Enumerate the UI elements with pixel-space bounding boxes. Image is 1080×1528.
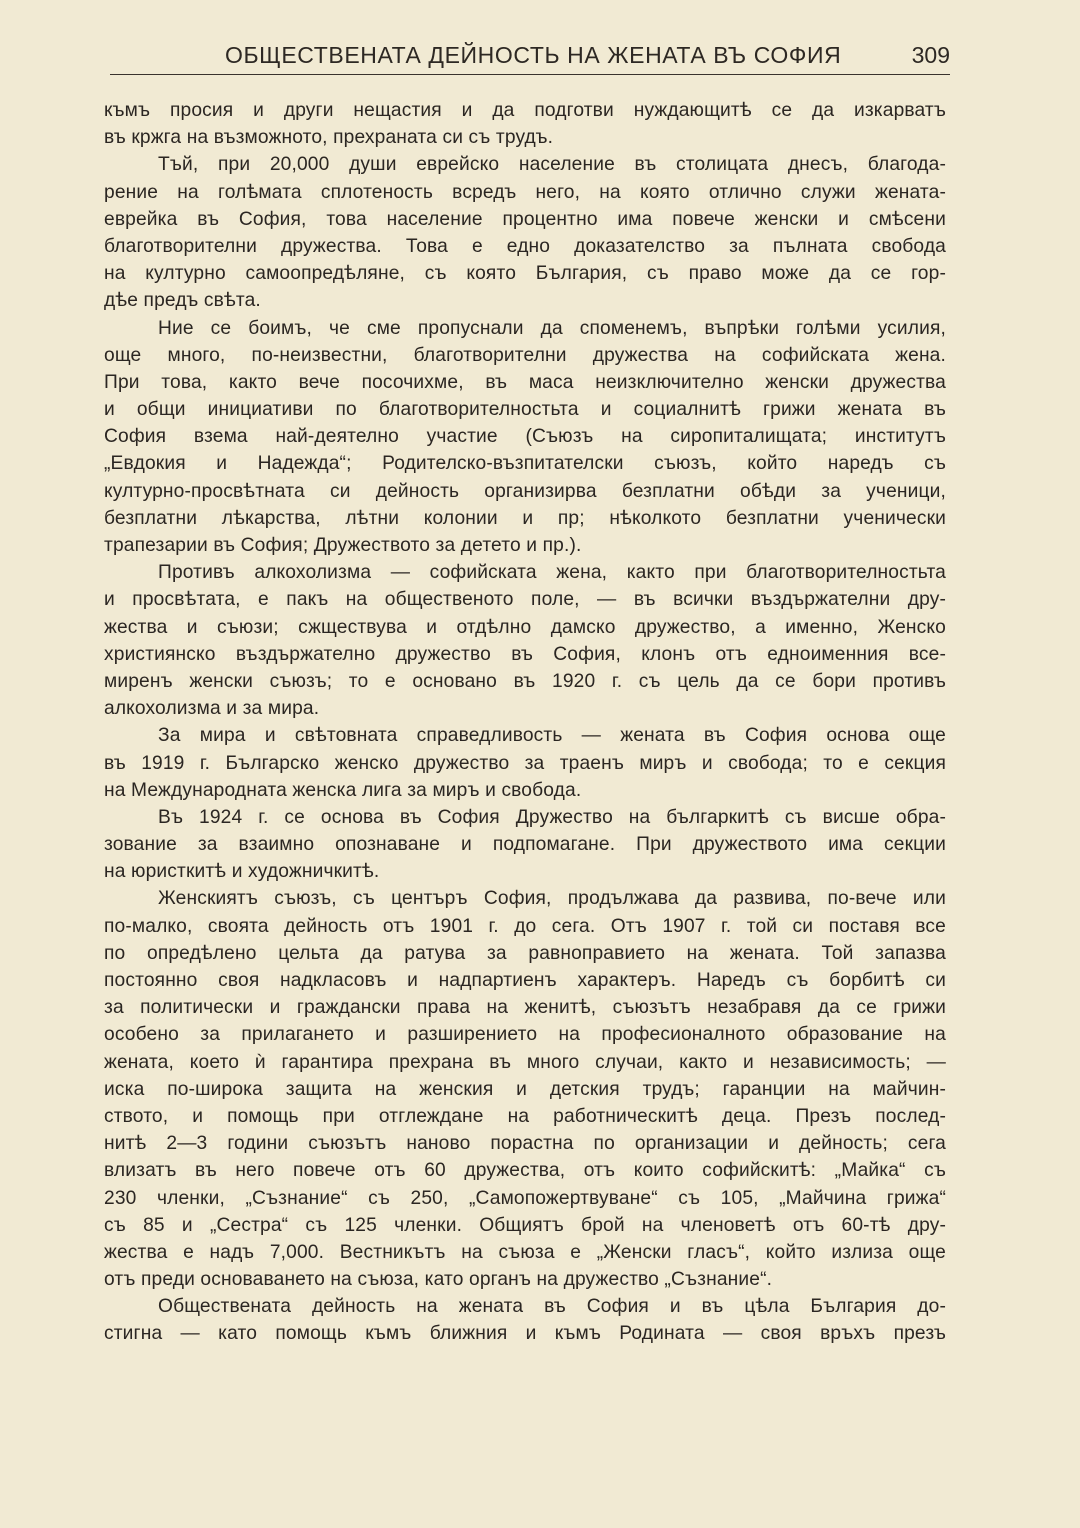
- text-line: въ кржга на възможното, прехраната си съ трудъ.: [104, 127, 554, 149]
- text-line: ството, и помощь при отглеждане на работническитѣ деца. Презъ послед-: [104, 1105, 946, 1127]
- text-line: нитѣ 2—3 години съюзътъ наново порастна по организации и дейность; сега: [104, 1133, 946, 1155]
- text-line: жества е надъ 7,000. Вестникътъ на съюза е „Женски гласъ“, който излиза още: [104, 1241, 946, 1263]
- text-line: За мира и свѣтовната справедливость — жената въ София основа още: [158, 725, 946, 747]
- text-line: стигна — като помощь къмъ ближния и къмъ Родината — своя връхъ презъ: [104, 1323, 946, 1345]
- text-line: „Евдокия и Надежда“; Родителско-възпитателски съюзъ, който наредъ съ: [104, 453, 946, 475]
- text-line: въ 1919 г. Българско женско дружество за траенъ миръ и свобода; то е секция: [104, 752, 946, 774]
- text-line: на културно самоопредѣляне, съ която България, съ право може да се гор-: [104, 263, 946, 285]
- text-line: Ние се боимъ, че сме пропуснали да споменемъ, въпрѣки голѣми усилия,: [158, 317, 946, 339]
- text-line: алкохолизма и за мира.: [104, 698, 320, 720]
- text-line: на Международната женска лига за миръ и свобода.: [104, 779, 582, 801]
- text-line: и просвѣтата, е пакъ на общественото поле, — въ всички въздържателни дру-: [104, 589, 946, 611]
- text-line: по опредѣлено цельта да ратува за равноправието на жената. Той запазва: [104, 942, 946, 964]
- text-line: 230 членки, „Съзнание“ съ 250, „Самопожертвуване“ съ 105, „Майчина грижа“: [104, 1187, 946, 1209]
- text-line: дѣе предъ свѣта.: [104, 290, 261, 312]
- text-line: Въ 1924 г. се основа въ София Дружество на българкитѣ съ висше обра-: [158, 806, 946, 828]
- body-text: [104, 97, 946, 1348]
- text-line: за политически и граждански права на женитѣ, съюзътъ незабравя да се грижи: [104, 997, 946, 1019]
- text-line: къмъ просия и други нещастия и да подготви нуждающитѣ се да изкарватъ: [104, 100, 946, 121]
- text-line: Обществената дейность на жената въ София и въ цѣла България до-: [158, 1296, 946, 1318]
- text-line: културно-просвѣтната си дейность организирва безплатни обѣди за ученици,: [104, 480, 946, 502]
- text-line: Тъй, при 20,000 души еврейско население въ столицата днесъ, благода-: [158, 154, 946, 176]
- text-line: рение на голѣмата сплотеность всредъ него, на която отлично служи жената-: [104, 181, 946, 203]
- text-line: съ 85 и „Сестра“ съ 125 членки. Общиятъ брой на членоветѣ отъ 60-тѣ дру-: [104, 1214, 946, 1236]
- page-number: 309: [911, 42, 950, 68]
- text-line: При това, както вече посочихме, въ маса неизключително женски дружества: [104, 371, 946, 393]
- running-header: [110, 36, 950, 75]
- text-line: трапезарии въ София; Дружеството за детето и пр.).: [104, 535, 582, 556]
- text-line: еврейка въ София, това население процентно има повече женски и смѣсени: [104, 208, 946, 230]
- text-line: влизатъ въ него повече отъ 60 дружества, отъ които софийскитѣ: „Майка“ съ: [104, 1160, 946, 1182]
- text-line: благотворителни дружества. Това е едно доказателство за пълната свобода: [104, 235, 946, 257]
- text-line: постоянно своя надкласовъ и надпартиенъ характеръ. Наредъ съ борбитѣ си: [104, 970, 946, 991]
- text-line: още много, по-неизвестни, благотворителни дружества на софийската жена.: [104, 344, 946, 366]
- text-line: Женскиятъ съюзъ, съ центъръ София, продължава да развива, по-вече или: [158, 888, 946, 910]
- text-line: особено за прилагането и разширението на професионалното образование на: [104, 1024, 946, 1046]
- text-line: миренъ женски съюзъ; то е основано въ 1920 г. съ цель да се бори противъ: [104, 670, 946, 692]
- text-line: и общи инициативи по благотворителностьта и социалнитѣ грижи жената въ: [104, 399, 946, 421]
- text-line: Противъ алкохолизма — софийската жена, както при благотворителностьта: [158, 562, 946, 584]
- text-line: на юристкитѣ и художничкитѣ.: [104, 861, 380, 883]
- text-line: жества и съюзи; сжществува и отдѣлно дамско дружество, а именно, Женско: [104, 616, 946, 638]
- chapter-title: ОБЩЕСТВЕНАТА ДЕЙНОСТЬ НА ЖЕНАТА ВЪ СОФИЯ: [225, 42, 842, 68]
- text-line: отъ преди основаването на съюза, като органъ на дружество „Съзнание“.: [104, 1269, 773, 1291]
- text-line: жената, което ѝ гарантира прехрана въ много случаи, както и независимость; —: [104, 1051, 946, 1073]
- text-line: зование за взаимно опознаване и подпомагане. При дружеството има секции: [104, 834, 946, 856]
- text-line: София взема най-деятелно участие (Съюзъ на сиропиталищата; институтъ: [104, 426, 946, 448]
- text-line: иска по-широка защита на женския и детския трудъ; гаранции на майчин-: [104, 1078, 946, 1100]
- text-line: по-малко, своята дейность отъ 1901 г. до сега. Отъ 1907 г. той си поставя все: [104, 915, 946, 937]
- text-line: християнско въздържателно дружество въ София, клонъ отъ едноименния все-: [104, 643, 946, 665]
- text-line: безплатни лѣкарства, лѣтни колонии и пр; нѣколкото безплатни ученически: [104, 507, 946, 529]
